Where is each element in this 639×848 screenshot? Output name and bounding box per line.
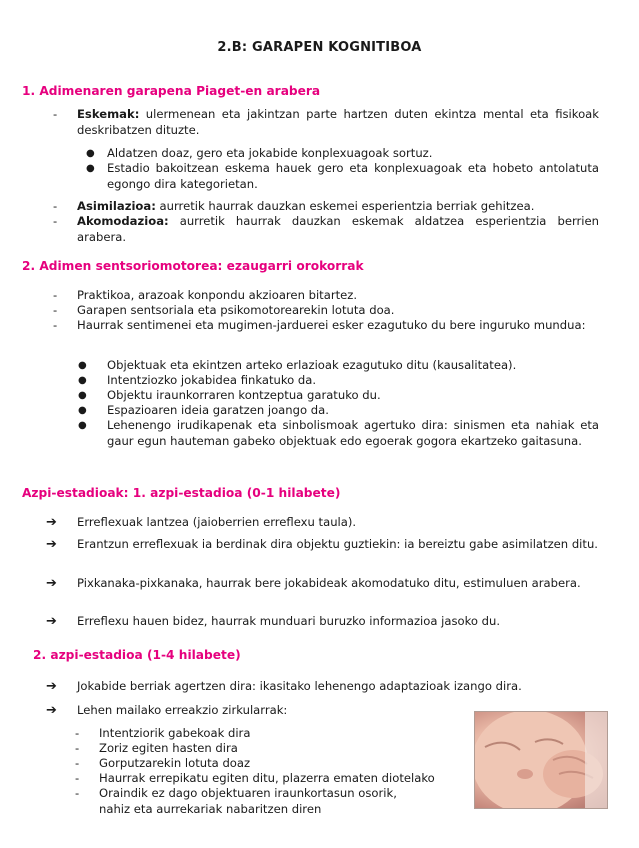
- list-item-text: Intentziorik gabekoak dira: [99, 726, 251, 740]
- list-item-text: Pixkanaka-pixkanaka, haurrak bere jokabideak akomodatuko ditu, estimuluen arabera.: [77, 576, 581, 590]
- bullet-text: Objektu iraunkorraren kontzeptua garatuko du.: [107, 388, 381, 402]
- list-item: [0, 756, 470, 772]
- list-item: [0, 741, 470, 757]
- list-item: [0, 388, 639, 404]
- bullet-marker: ●: [86, 148, 95, 159]
- list-item: [0, 146, 639, 162]
- dash-marker: -: [53, 214, 58, 228]
- dash-marker: -: [53, 288, 58, 302]
- arrow-icon: ➔: [46, 537, 57, 552]
- list-item: [0, 771, 470, 787]
- dash-marker: -: [53, 107, 58, 121]
- list-item: [0, 303, 639, 319]
- term-label: Eskemak:: [77, 107, 140, 121]
- list-item-text: Lehen mailako erreakzio zirkularrak:: [77, 703, 288, 717]
- dash-marker: -: [75, 756, 80, 770]
- term-label: Akomodazioa:: [77, 214, 169, 228]
- dash-marker: -: [75, 771, 80, 785]
- list-item: [0, 161, 639, 193]
- list-item: [0, 802, 470, 818]
- arrow-icon: ➔: [46, 576, 57, 591]
- arrow-icon: ➔: [46, 703, 57, 718]
- section-heading-2: 2. Adimen sentsoriomotorea: ezaugarri orokorrak: [22, 259, 364, 273]
- baby-photo-image: [475, 712, 607, 808]
- term-definition: aurretik haurrak dauzkan eskemak aldatzea esperientzia berrien arabera.: [77, 214, 599, 244]
- list-item-text: Jokabide berriak agertzen dira: ikasitako lehenengo adaptazioak izango dira.: [77, 679, 522, 693]
- arrow-icon: ➔: [46, 515, 57, 530]
- term-label: Asimilazioa:: [77, 199, 156, 213]
- bullet-text: Intentziozko jokabidea finkatuko da.: [107, 373, 317, 387]
- list-item: [0, 537, 639, 569]
- bullet-marker: ●: [86, 163, 95, 174]
- bullet-marker: ●: [78, 360, 87, 371]
- list-item: [0, 288, 639, 304]
- dash-marker: -: [53, 303, 58, 317]
- list-item: [0, 515, 639, 531]
- bullet-text: Lehenengo irudikapenak eta sinbolismoak agertuko dira: sinismen eta nahiak eta gaur egun hauteman gabeko objektuak edo egoerak gogora ekartzeko gaitasuna.: [107, 418, 599, 448]
- term-definition: aurretik haurrak dauzkan eskemei esperientzia berriak gehitzea.: [155, 199, 535, 213]
- bullet-marker: ●: [78, 375, 87, 386]
- list-item-text: Zoriz egiten hasten dira: [99, 741, 238, 755]
- dash-marker: -: [53, 199, 58, 213]
- dash-marker: -: [75, 786, 80, 800]
- arrow-icon: ➔: [46, 614, 57, 629]
- list-item-text: Oraindik ez dago objektuaren iraunkortasun osorik,: [99, 786, 397, 800]
- list-item: [0, 576, 639, 608]
- list-item-text: Erreflexu hauen bidez, haurrak munduari buruzko informazioa jasoko du.: [77, 614, 501, 628]
- list-item: [0, 107, 639, 139]
- section-heading-1: 1. Adimenaren garapena Piaget-en arabera: [22, 84, 321, 98]
- term-definition: ulermenean eta jakintzan parte hartzen duten ekintza mental eta fisikoak deskribatzen dituzte.: [77, 107, 599, 137]
- arrow-icon: ➔: [46, 679, 57, 694]
- list-item: [0, 358, 639, 374]
- list-item: [0, 373, 639, 389]
- bullet-marker: ●: [78, 420, 87, 431]
- section-heading-3: Azpi-estadioak: 1. azpi-estadioa (0-1 hilabete): [22, 486, 341, 500]
- list-item-text: Haurrak sentimenei eta mugimen-jarduerei esker ezagutuko du bere inguruko mundua:: [77, 318, 586, 332]
- list-item: [0, 214, 639, 246]
- dash-marker: -: [75, 741, 80, 755]
- list-item: [0, 614, 639, 630]
- section-heading-4: 2. azpi-estadioa (1-4 hilabete): [33, 648, 241, 662]
- list-item: [0, 199, 639, 215]
- bullet-text: Espazioaren ideia garatzen joango da.: [107, 403, 329, 417]
- list-item: [0, 418, 639, 466]
- list-item-text: Erreflexuak lantzea (jaioberrien erreflexu taula).: [77, 515, 357, 529]
- bullet-marker: ●: [78, 390, 87, 401]
- bullet-text: Aldatzen doaz, gero eta jokabide konplexuagoak sortuz.: [107, 146, 433, 160]
- list-item-text: Garapen sentsoriala eta psikomotorearekin lotuta doa.: [77, 303, 395, 317]
- bullet-marker: ●: [78, 405, 87, 416]
- list-item-text: Haurrak errepikatu egiten ditu, plazerra ematen diotelako: [99, 771, 435, 785]
- list-item-text: nahiz eta aurrekariak nabaritzen diren: [99, 802, 322, 816]
- baby-photo: [474, 711, 608, 809]
- list-item: [0, 786, 470, 802]
- list-item: [0, 679, 639, 695]
- dash-marker: -: [75, 726, 80, 740]
- bullet-text: Objektuak eta ekintzen arteko erlazioak ezagutuko ditu (kausalitatea).: [107, 358, 517, 372]
- page-title: 2.B: GARAPEN KOGNITIBOA: [217, 40, 422, 55]
- list-item: [0, 318, 639, 350]
- list-item-text: Erantzun erreflexuak ia berdinak dira objektu guztiekin: ia bereiztu gabe asimilatzen ditu.: [77, 537, 598, 551]
- list-item: [0, 403, 639, 419]
- list-item-text: Praktikoa, arazoak konpondu akzioaren bitartez.: [77, 288, 358, 302]
- bullet-text: Estadio bakoitzean eskema hauek gero eta konplexuagoak eta hobeto antolatuta egongo dira kategorietan.: [107, 161, 599, 191]
- list-item: [0, 726, 470, 742]
- list-item-text: Gorputzarekin lotuta doaz: [99, 756, 251, 770]
- dash-marker: -: [53, 318, 58, 332]
